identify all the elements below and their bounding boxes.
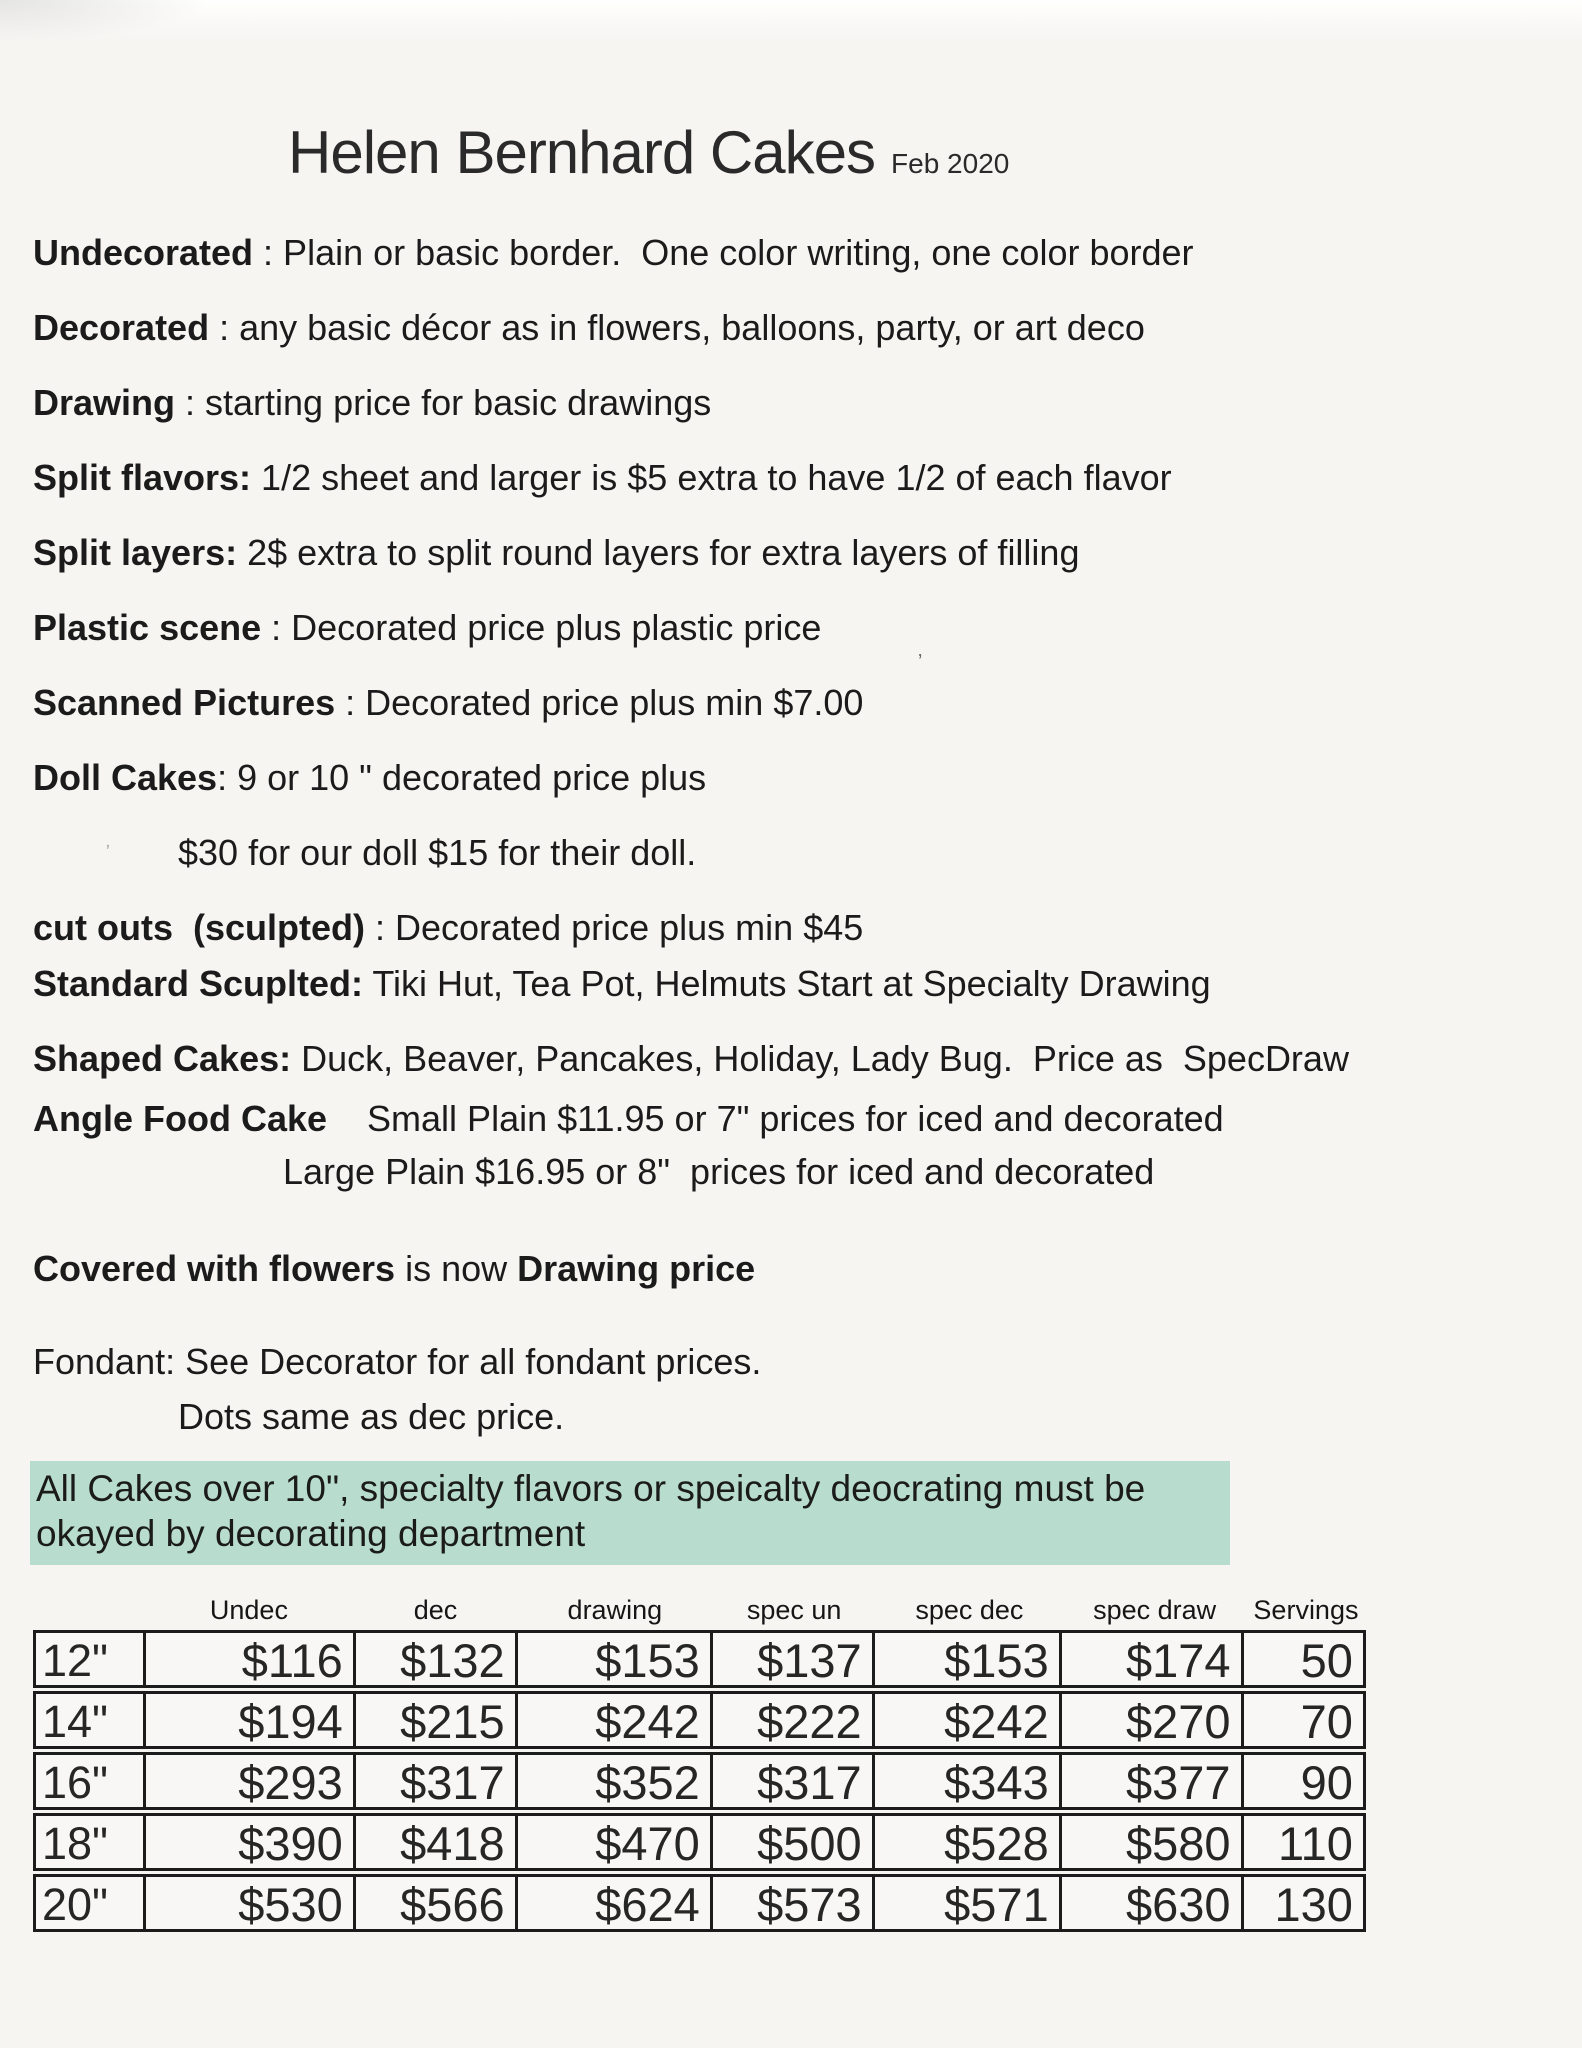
note-body-text: : Decorated price plus min $45 (365, 907, 864, 948)
price-cell: $242 (518, 1694, 713, 1746)
price-cell: $530 (146, 1877, 356, 1929)
price-note-line (33, 682, 1552, 724)
price-cell: $390 (146, 1816, 356, 1868)
scan-artifact-mark: ʼ (106, 842, 110, 861)
header-spacer (33, 1592, 144, 1626)
price-note-line (33, 532, 1552, 574)
price-table (33, 1592, 1366, 1935)
price-cell: $153 (518, 1633, 713, 1685)
column-header-servings: Servings (1253, 1595, 1359, 1625)
price-cell: $137 (713, 1633, 875, 1685)
note-body-text: : Decorated price plus min $7.00 (335, 682, 864, 723)
note-body-text: is now (395, 1248, 518, 1289)
note-label-text: Angle Food Cake (33, 1098, 328, 1139)
price-cell: $566 (356, 1877, 518, 1929)
note-body-text: : Decorated price plus plastic price (261, 607, 822, 648)
note-label-text: Drawing (33, 382, 176, 423)
price-cell: $377 (1062, 1755, 1244, 1807)
servings-cell: 110 (1278, 1817, 1353, 1868)
note-body-text: 2$ extra to split round layers for extra layers of filling (237, 532, 1080, 573)
price-note-line (33, 1248, 1552, 1290)
price-cell: $528 (875, 1816, 1062, 1868)
note-body-text: Small Plain $11.95 or 7" prices for iced and decorated (327, 1098, 1224, 1139)
price-note-line (33, 1151, 1552, 1193)
note-body-text: : Plain or basic border. One color writing, one color border (253, 232, 1194, 273)
note-label-text: Split layers: (33, 532, 238, 573)
note-label-text: Undecorated (33, 232, 254, 273)
cake-size-cell: 14" (36, 1694, 146, 1746)
note-label-text: Scanned Pictures (33, 682, 336, 723)
page-title-date: Feb 2020 (891, 148, 1010, 179)
price-note-line (33, 963, 1552, 1005)
note-label-text: Standard Scuplted: (33, 963, 364, 1004)
price-note-line (33, 232, 1552, 274)
price-cell: $317 (713, 1755, 875, 1807)
cake-size-cell: 18" (36, 1816, 146, 1868)
price-note-line (33, 1341, 1552, 1383)
highlighted-notice-line: okayed by decorating department (36, 1513, 586, 1554)
price-cell: $418 (356, 1816, 518, 1868)
column-header-undec: Undec (209, 1595, 288, 1625)
price-cell: $317 (356, 1755, 518, 1807)
servings-cell: 130 (1274, 1878, 1353, 1929)
note-body-text: $30 for our doll $15 for their doll. (178, 832, 697, 873)
table-row (33, 1630, 1366, 1688)
price-cell: $573 (713, 1877, 875, 1929)
document-header (288, 118, 1009, 187)
highlighted-notice-line: All Cakes over 10", specialty flavors or speicalty deocrating must be (36, 1468, 1146, 1509)
price-cell: $132 (356, 1633, 518, 1685)
note-body-text: : any basic décor as in flowers, balloons, party, or art deco (209, 307, 1145, 348)
table-row (33, 1813, 1366, 1871)
price-note-line (33, 832, 1552, 874)
price-cell: $116 (146, 1633, 356, 1685)
servings-cell: 70 (1300, 1695, 1353, 1746)
table-row (33, 1691, 1366, 1749)
price-note-line (33, 307, 1552, 349)
column-header-spec-draw: spec draw (1093, 1595, 1217, 1625)
highlighted-notice (30, 1461, 1230, 1565)
note-body-text: : 9 or 10 " decorated price plus (217, 757, 707, 798)
note-body-text: Large Plain $16.95 or 8" prices for iced and decorated (283, 1151, 1155, 1192)
price-cell: $270 (1062, 1694, 1244, 1746)
price-cell: $352 (518, 1755, 713, 1807)
note-body-text: Dots same as dec price. (178, 1396, 565, 1437)
table-row (33, 1752, 1366, 1810)
price-cell: $293 (146, 1755, 356, 1807)
price-cell: $242 (875, 1694, 1062, 1746)
price-table-header-row (33, 1592, 1366, 1626)
servings-cell: 50 (1300, 1634, 1353, 1685)
column-header-spec-dec: spec dec (915, 1595, 1024, 1625)
note-label-text: Split flavors: (33, 457, 252, 498)
price-cell: $153 (875, 1633, 1062, 1685)
note-body-text: Duck, Beaver, Pancakes, Holiday, Lady Bug. Price as SpecDraw (291, 1038, 1349, 1079)
servings-cell: 90 (1300, 1756, 1353, 1807)
cake-size-cell: 12" (36, 1633, 146, 1685)
scan-artifact-mark: ʼ (918, 652, 923, 674)
price-cell: $500 (713, 1816, 875, 1868)
price-cell: $215 (356, 1694, 518, 1746)
note-label-text: Covered with flowers (33, 1248, 396, 1289)
note-label-text: Drawing price (517, 1248, 756, 1289)
cake-size-cell: 16" (36, 1755, 146, 1807)
note-body-text: : starting price for basic drawings (175, 382, 712, 423)
price-cell: $470 (518, 1816, 713, 1868)
price-note-line (33, 1038, 1552, 1080)
price-note-line (33, 607, 1552, 649)
note-label-text: cut outs (sculpted) (33, 907, 365, 948)
note-body-text: Fondant: See Decorator for all fondant prices. (33, 1341, 762, 1382)
price-cell: $630 (1062, 1877, 1244, 1929)
note-label-text: Shaped Cakes: (33, 1038, 292, 1079)
price-note-line (33, 1396, 1552, 1438)
price-notes-list (33, 232, 1552, 1471)
price-note-line (33, 757, 1552, 799)
price-cell: $222 (713, 1694, 875, 1746)
price-note-line (33, 457, 1552, 499)
price-cell: $174 (1062, 1633, 1244, 1685)
page-title: Helen Bernhard Cakes (288, 119, 876, 186)
price-cell: $580 (1062, 1816, 1244, 1868)
price-cell: $194 (146, 1694, 356, 1746)
note-label-text: Decorated (33, 307, 210, 348)
price-cell: $624 (518, 1877, 713, 1929)
price-cell: $571 (875, 1877, 1062, 1929)
note-label-text: Plastic scene (33, 607, 262, 648)
column-header-drawing: drawing (567, 1595, 663, 1625)
price-note-line (33, 907, 1552, 949)
price-note-line (33, 382, 1552, 424)
price-cell: $343 (875, 1755, 1062, 1807)
cake-size-cell: 20" (36, 1877, 146, 1929)
table-row (33, 1874, 1366, 1932)
price-note-line (33, 1098, 1552, 1140)
note-body-text: 1/2 sheet and larger is $5 extra to have 1/2 of each flavor (251, 457, 1172, 498)
note-body-text: Tiki Hut, Tea Pot, Helmuts Start at Specialty Drawing (363, 963, 1211, 1004)
note-label-text: Doll Cakes (33, 757, 218, 798)
column-header-spec-un: spec un (746, 1595, 842, 1625)
column-header-dec: dec (413, 1595, 458, 1625)
